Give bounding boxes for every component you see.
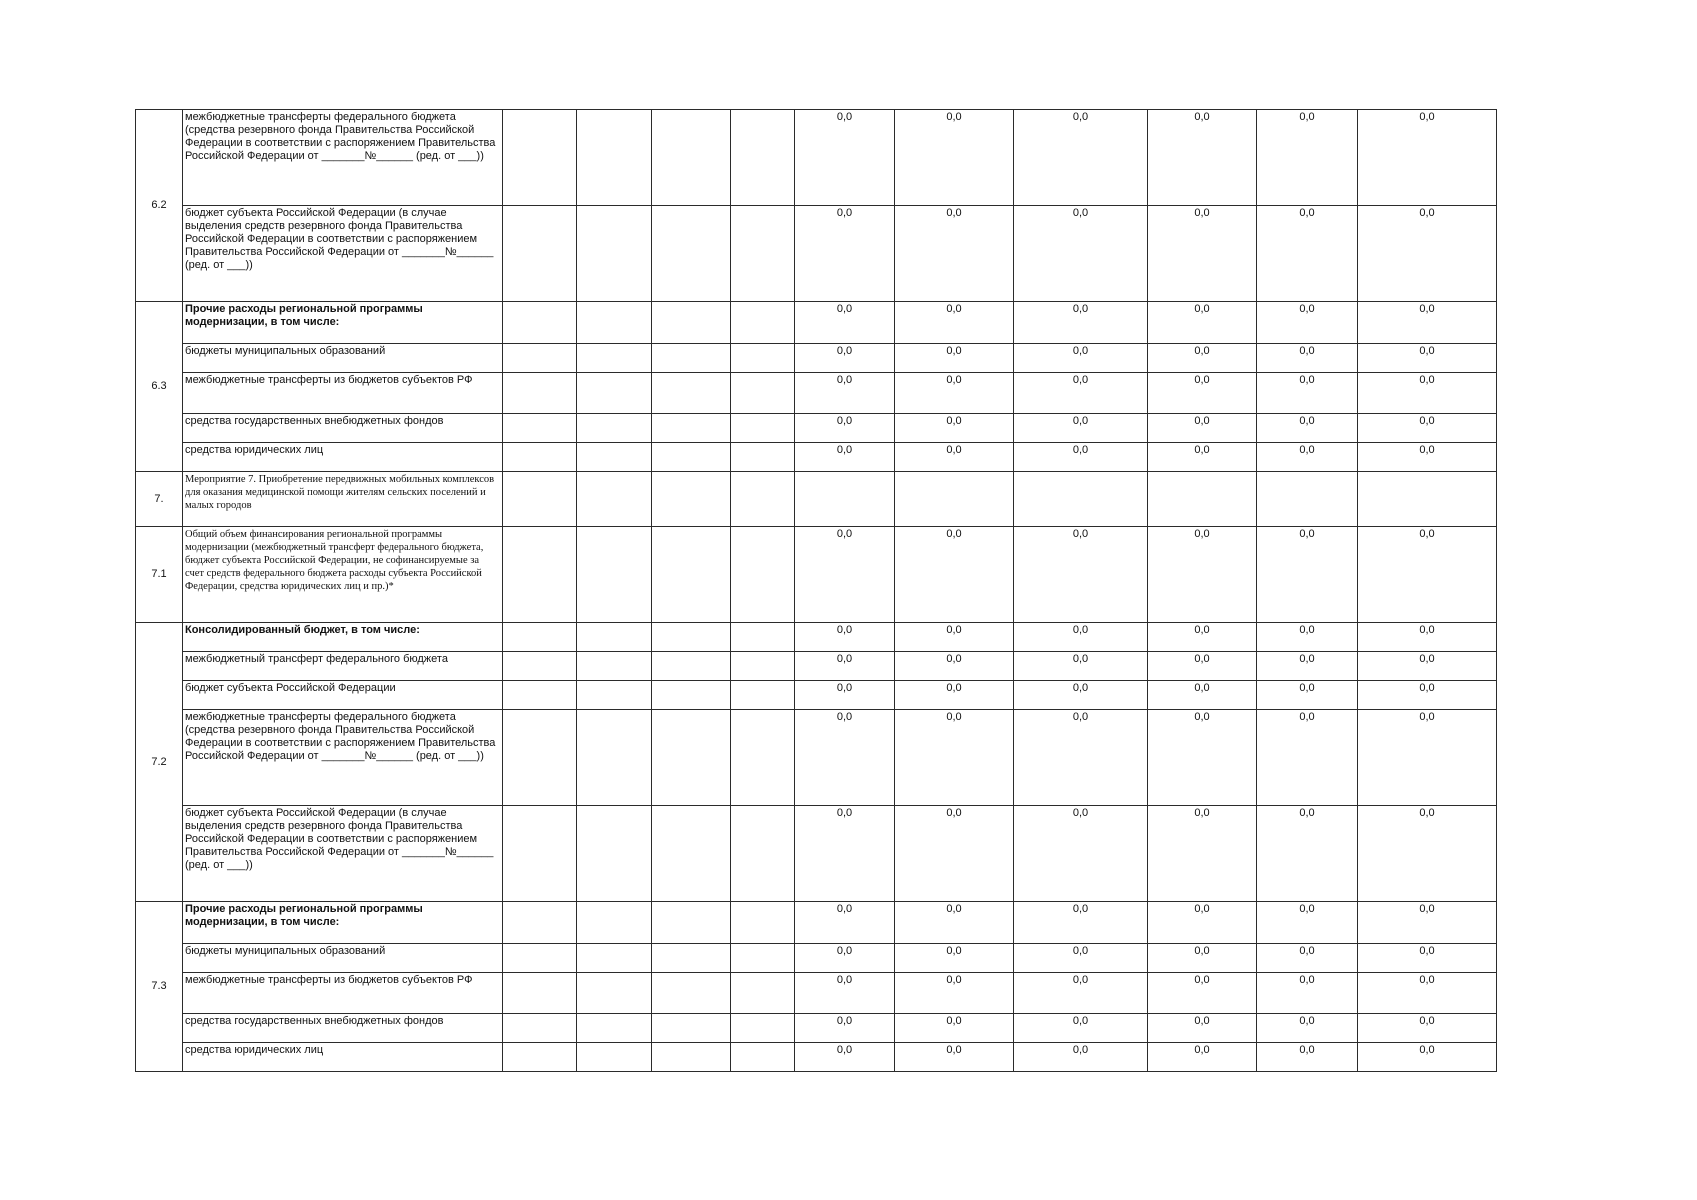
value-cell: 0,0	[1014, 302, 1148, 344]
empty-cell	[652, 652, 731, 681]
empty-cell	[731, 373, 795, 414]
value-cell: 0,0	[895, 623, 1014, 652]
value-cell: 0,0	[795, 681, 895, 710]
empty-cell	[652, 1014, 731, 1043]
empty-cell	[577, 527, 652, 623]
empty-cell	[577, 206, 652, 302]
table-row	[136, 344, 1497, 373]
value-cell: 0,0	[1014, 806, 1148, 902]
value-cell: 0,0	[795, 344, 895, 373]
table-row	[136, 681, 1497, 710]
empty-cell	[731, 527, 795, 623]
table-row	[136, 944, 1497, 973]
value-cell: 0,0	[1257, 944, 1358, 973]
value-cell: 0,0	[1257, 527, 1358, 623]
value-cell: 0,0	[1257, 302, 1358, 344]
empty-cell	[731, 443, 795, 472]
value-cell: 0,0	[1257, 681, 1358, 710]
value-cell: 0,0	[1358, 110, 1497, 206]
value-cell: 0,0	[1148, 623, 1257, 652]
empty-cell	[503, 1043, 577, 1072]
value-cell: 0,0	[795, 110, 895, 206]
empty-cell	[731, 806, 795, 902]
empty-cell	[577, 944, 652, 973]
value-cell: 0,0	[895, 681, 1014, 710]
empty-cell	[731, 710, 795, 806]
empty-cell	[652, 527, 731, 623]
value-cell: 0,0	[1257, 902, 1358, 944]
table-row	[136, 973, 1497, 1014]
row-label: средства юридических лиц	[183, 1043, 503, 1072]
empty-cell	[503, 623, 577, 652]
empty-cell	[577, 623, 652, 652]
empty-cell	[652, 414, 731, 443]
value-cell	[895, 472, 1014, 527]
value-cell: 0,0	[795, 443, 895, 472]
value-cell: 0,0	[1358, 806, 1497, 902]
value-cell: 0,0	[795, 1043, 895, 1072]
empty-cell	[731, 344, 795, 373]
empty-cell	[577, 806, 652, 902]
table-row	[136, 472, 1497, 527]
value-cell: 0,0	[1148, 973, 1257, 1014]
empty-cell	[503, 373, 577, 414]
value-cell: 0,0	[1014, 623, 1148, 652]
empty-cell	[577, 472, 652, 527]
row-label: средства юридических лиц	[183, 443, 503, 472]
empty-cell	[577, 710, 652, 806]
value-cell	[1014, 472, 1148, 527]
empty-cell	[577, 443, 652, 472]
value-cell: 0,0	[1257, 344, 1358, 373]
table-row	[136, 373, 1497, 414]
value-cell: 0,0	[895, 110, 1014, 206]
value-cell	[1358, 472, 1497, 527]
value-cell: 0,0	[1257, 373, 1358, 414]
value-cell: 0,0	[1148, 652, 1257, 681]
empty-cell	[652, 1043, 731, 1072]
empty-cell	[652, 302, 731, 344]
value-cell: 0,0	[1014, 206, 1148, 302]
table-row	[136, 527, 1497, 623]
empty-cell	[503, 1014, 577, 1043]
value-cell: 0,0	[1257, 110, 1358, 206]
value-cell: 0,0	[895, 902, 1014, 944]
value-cell: 0,0	[1257, 623, 1358, 652]
value-cell: 0,0	[1148, 373, 1257, 414]
value-cell: 0,0	[1358, 1043, 1497, 1072]
value-cell: 0,0	[1148, 414, 1257, 443]
empty-cell	[731, 110, 795, 206]
value-cell: 0,0	[1014, 710, 1148, 806]
value-cell: 0,0	[895, 344, 1014, 373]
value-cell: 0,0	[1148, 681, 1257, 710]
empty-cell	[731, 302, 795, 344]
value-cell: 0,0	[1014, 527, 1148, 623]
value-cell: 0,0	[895, 302, 1014, 344]
empty-cell	[577, 302, 652, 344]
empty-cell	[577, 373, 652, 414]
value-cell: 0,0	[1014, 652, 1148, 681]
value-cell: 0,0	[1148, 1014, 1257, 1043]
empty-cell	[577, 344, 652, 373]
empty-cell	[652, 681, 731, 710]
value-cell: 0,0	[1014, 681, 1148, 710]
value-cell: 0,0	[1148, 710, 1257, 806]
row-label: средства государственных внебюджетных фондов	[183, 1014, 503, 1043]
value-cell: 0,0	[1148, 1043, 1257, 1072]
value-cell: 0,0	[1358, 373, 1497, 414]
empty-cell	[503, 302, 577, 344]
row-number: 6.2	[136, 110, 183, 302]
value-cell: 0,0	[795, 302, 895, 344]
value-cell: 0,0	[795, 373, 895, 414]
row-label: Мероприятие 7. Приобретение передвижных мобильных комплексов для оказания медицинской помощи жителям сельских поселений и малых городов	[183, 472, 503, 527]
empty-cell	[503, 944, 577, 973]
row-number: 6.3	[136, 302, 183, 472]
table-row	[136, 206, 1497, 302]
empty-cell	[731, 472, 795, 527]
value-cell: 0,0	[1358, 443, 1497, 472]
value-cell: 0,0	[1014, 373, 1148, 414]
empty-cell	[503, 206, 577, 302]
value-cell: 0,0	[1358, 710, 1497, 806]
value-cell: 0,0	[1148, 527, 1257, 623]
empty-cell	[503, 344, 577, 373]
value-cell: 0,0	[1014, 344, 1148, 373]
row-number: 7.1	[136, 527, 183, 623]
empty-cell	[577, 902, 652, 944]
value-cell: 0,0	[895, 944, 1014, 973]
empty-cell	[652, 623, 731, 652]
empty-cell	[652, 472, 731, 527]
empty-cell	[731, 1043, 795, 1072]
value-cell: 0,0	[795, 527, 895, 623]
value-cell: 0,0	[895, 1014, 1014, 1043]
value-cell: 0,0	[1257, 973, 1358, 1014]
empty-cell	[503, 443, 577, 472]
table-row	[136, 1043, 1497, 1072]
row-label: межбюджетные трансферты федерального бюджета (средства резервного фонда Правительства Российской Федерации в соответствии с распоряжением Правительства Российской Федерации от _______№______ (ред. от ___))	[183, 710, 503, 806]
value-cell: 0,0	[1148, 443, 1257, 472]
table-row	[136, 414, 1497, 443]
table-row	[136, 902, 1497, 944]
value-cell: 0,0	[1358, 206, 1497, 302]
value-cell: 0,0	[795, 652, 895, 681]
empty-cell	[503, 902, 577, 944]
empty-cell	[652, 902, 731, 944]
value-cell: 0,0	[1358, 302, 1497, 344]
empty-cell	[503, 472, 577, 527]
row-label: Прочие расходы региональной программы модернизации, в том числе:	[183, 302, 503, 344]
value-cell: 0,0	[1257, 1014, 1358, 1043]
empty-cell	[503, 973, 577, 1014]
row-label: бюджеты муниципальных образований	[183, 944, 503, 973]
empty-cell	[731, 944, 795, 973]
table-row	[136, 302, 1497, 344]
value-cell: 0,0	[895, 973, 1014, 1014]
empty-cell	[731, 652, 795, 681]
value-cell: 0,0	[1358, 527, 1497, 623]
value-cell: 0,0	[1014, 973, 1148, 1014]
value-cell: 0,0	[1257, 414, 1358, 443]
value-cell: 0,0	[795, 973, 895, 1014]
value-cell: 0,0	[1148, 944, 1257, 973]
value-cell: 0,0	[895, 373, 1014, 414]
table-row	[136, 710, 1497, 806]
value-cell: 0,0	[1358, 344, 1497, 373]
value-cell: 0,0	[795, 414, 895, 443]
row-label: межбюджетные трансферты из бюджетов субъектов РФ	[183, 373, 503, 414]
value-cell: 0,0	[1148, 110, 1257, 206]
empty-cell	[503, 806, 577, 902]
empty-cell	[503, 527, 577, 623]
value-cell: 0,0	[1014, 944, 1148, 973]
value-cell: 0,0	[895, 443, 1014, 472]
table-row	[136, 443, 1497, 472]
row-label: бюджеты муниципальных образований	[183, 344, 503, 373]
value-cell: 0,0	[1148, 206, 1257, 302]
row-label: межбюджетные трансферты федерального бюджета (средства резервного фонда Правительства Российской Федерации в соответствии с распоряжением Правительства Российской Федерации от _______№______ (ред. от ___))	[183, 110, 503, 206]
value-cell: 0,0	[795, 944, 895, 973]
empty-cell	[503, 652, 577, 681]
value-cell: 0,0	[795, 1014, 895, 1043]
value-cell	[795, 472, 895, 527]
empty-cell	[503, 710, 577, 806]
value-cell: 0,0	[1148, 902, 1257, 944]
row-label: межбюджетный трансферт федерального бюджета	[183, 652, 503, 681]
value-cell: 0,0	[895, 652, 1014, 681]
empty-cell	[577, 1014, 652, 1043]
value-cell: 0,0	[795, 206, 895, 302]
empty-cell	[652, 373, 731, 414]
table-row	[136, 1014, 1497, 1043]
value-cell: 0,0	[1148, 302, 1257, 344]
value-cell: 0,0	[1014, 414, 1148, 443]
empty-cell	[652, 806, 731, 902]
value-cell: 0,0	[1148, 344, 1257, 373]
value-cell: 0,0	[895, 206, 1014, 302]
row-label: средства государственных внебюджетных фондов	[183, 414, 503, 443]
empty-cell	[577, 681, 652, 710]
value-cell: 0,0	[895, 710, 1014, 806]
empty-cell	[652, 443, 731, 472]
value-cell: 0,0	[1014, 110, 1148, 206]
value-cell: 0,0	[1014, 1043, 1148, 1072]
value-cell: 0,0	[1014, 1014, 1148, 1043]
table-row	[136, 623, 1497, 652]
value-cell: 0,0	[1358, 902, 1497, 944]
row-label: бюджет субъекта Российской Федерации (в случае выделения средств резервного фонда Правительства Российской Федерации в соответствии с распоряжением Правительства Российской Федерации от _______№______ (ред. от ___))	[183, 806, 503, 902]
empty-cell	[731, 1014, 795, 1043]
budget-table	[135, 109, 1497, 1072]
table-row	[136, 110, 1497, 206]
table-body	[136, 110, 1497, 1072]
value-cell: 0,0	[1358, 1014, 1497, 1043]
value-cell: 0,0	[795, 902, 895, 944]
row-label: бюджет субъекта Российской Федерации (в случае выделения средств резервного фонда Правительства Российской Федерации в соответствии с распоряжением Правительства Российской Федерации от _______№______ (ред. от ___))	[183, 206, 503, 302]
empty-cell	[652, 344, 731, 373]
value-cell: 0,0	[1014, 443, 1148, 472]
empty-cell	[577, 110, 652, 206]
value-cell: 0,0	[1358, 973, 1497, 1014]
value-cell: 0,0	[1358, 414, 1497, 443]
empty-cell	[731, 623, 795, 652]
row-label: Общий объем финансирования региональной программы модернизации (межбюджетный трансферт федерального бюджета, бюджет субъекта Российской Федерации, не софинансируемые за счет средств федерального бюджета расходы субъекта Российской Федерации, средства юридических лиц и пр.)*	[183, 527, 503, 623]
value-cell: 0,0	[1358, 623, 1497, 652]
row-label: Прочие расходы региональной программы модернизации, в том числе:	[183, 902, 503, 944]
value-cell: 0,0	[1257, 652, 1358, 681]
row-number: 7.	[136, 472, 183, 527]
empty-cell	[731, 902, 795, 944]
row-label: бюджет субъекта Российской Федерации	[183, 681, 503, 710]
value-cell: 0,0	[1257, 710, 1358, 806]
row-number: 7.2	[136, 623, 183, 902]
empty-cell	[577, 414, 652, 443]
value-cell: 0,0	[1014, 902, 1148, 944]
value-cell: 0,0	[895, 527, 1014, 623]
empty-cell	[577, 1043, 652, 1072]
value-cell: 0,0	[895, 1043, 1014, 1072]
row-label: Консолидированный бюджет, в том числе:	[183, 623, 503, 652]
value-cell: 0,0	[895, 414, 1014, 443]
empty-cell	[577, 652, 652, 681]
value-cell: 0,0	[1148, 806, 1257, 902]
table-row	[136, 652, 1497, 681]
empty-cell	[503, 110, 577, 206]
row-number: 7.3	[136, 902, 183, 1072]
empty-cell	[731, 681, 795, 710]
empty-cell	[652, 206, 731, 302]
empty-cell	[577, 973, 652, 1014]
empty-cell	[731, 973, 795, 1014]
empty-cell	[731, 414, 795, 443]
empty-cell	[503, 681, 577, 710]
value-cell: 0,0	[1358, 944, 1497, 973]
row-label: межбюджетные трансферты из бюджетов субъектов РФ	[183, 973, 503, 1014]
empty-cell	[503, 414, 577, 443]
empty-cell	[652, 973, 731, 1014]
value-cell	[1257, 472, 1358, 527]
table-row	[136, 806, 1497, 902]
empty-cell	[652, 710, 731, 806]
empty-cell	[731, 206, 795, 302]
value-cell: 0,0	[1358, 681, 1497, 710]
value-cell: 0,0	[1257, 1043, 1358, 1072]
value-cell: 0,0	[795, 710, 895, 806]
value-cell: 0,0	[1257, 806, 1358, 902]
value-cell: 0,0	[895, 806, 1014, 902]
value-cell	[1148, 472, 1257, 527]
value-cell: 0,0	[1358, 652, 1497, 681]
empty-cell	[652, 110, 731, 206]
empty-cell	[652, 944, 731, 973]
value-cell: 0,0	[1257, 443, 1358, 472]
value-cell: 0,0	[1257, 206, 1358, 302]
value-cell: 0,0	[795, 623, 895, 652]
value-cell: 0,0	[795, 806, 895, 902]
